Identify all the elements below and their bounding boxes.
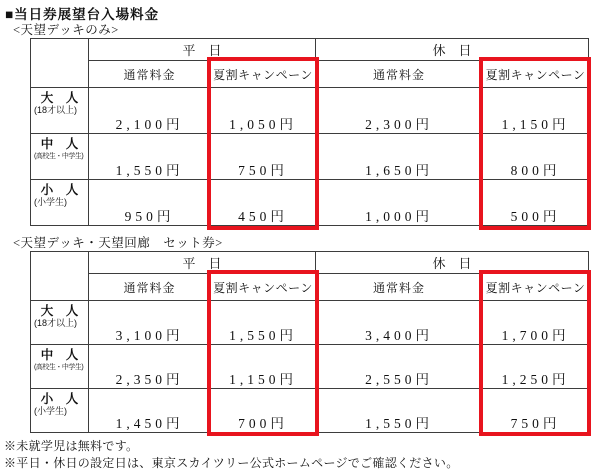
corner-cell	[31, 39, 89, 88]
price-cell: 3,100円	[89, 301, 211, 345]
price-cell: 950円	[89, 180, 211, 226]
price-cell: 1,450円	[89, 389, 211, 433]
row-label-text: 中 人	[40, 137, 79, 151]
table-row-adult	[31, 301, 589, 345]
price-cell: 2,350円	[89, 345, 211, 389]
row-label-adult	[31, 88, 89, 134]
row-label-text: 小 人	[40, 183, 79, 197]
table-row-adult	[31, 88, 589, 134]
row-label-subtext: (小学生)	[34, 406, 67, 416]
price-table	[30, 251, 589, 433]
row-label-text: 中 人	[40, 348, 79, 362]
price-table-set-ticket	[30, 251, 588, 433]
price-table-deck-only	[30, 38, 588, 226]
price-cell: 1,700円	[483, 301, 589, 345]
row-label-child	[31, 180, 89, 226]
price-cell: 1,550円	[89, 134, 211, 180]
header-holiday: 休 日	[316, 252, 589, 274]
row-label-child	[31, 389, 89, 433]
row-label-junior	[31, 345, 89, 389]
price-cell: 450円	[211, 180, 316, 226]
price-table	[30, 38, 589, 226]
price-cell: 1,000円	[316, 180, 483, 226]
header-weekday-campaign: 夏割キャンペーン	[211, 274, 316, 301]
page-title: ■当日券展望台入場料金	[5, 7, 160, 22]
header-holiday-normal: 通常料金	[316, 61, 483, 88]
row-label-subtext: (高校生・中学生)	[34, 364, 84, 371]
price-cell: 2,100円	[89, 88, 211, 134]
table-row-junior	[31, 345, 589, 389]
footnotes	[4, 438, 459, 471]
table-row-child	[31, 389, 589, 433]
row-label-subtext: (小学生)	[34, 197, 67, 207]
price-cell: 1,250円	[483, 345, 589, 389]
price-cell: 1,050円	[211, 88, 316, 134]
header-weekday-normal: 通常料金	[89, 61, 211, 88]
price-cell: 1,150円	[483, 88, 589, 134]
row-label-text: 大 人	[40, 91, 79, 105]
row-label-subtext: (18才以上)	[34, 318, 78, 328]
price-cell: 750円	[483, 389, 589, 433]
price-cell: 700円	[211, 389, 316, 433]
header-weekday-normal: 通常料金	[89, 274, 211, 301]
header-holiday-campaign: 夏割キャンペーン	[483, 61, 589, 88]
row-label-subtext: (18才以上)	[34, 105, 78, 115]
row-label-adult	[31, 301, 89, 345]
price-cell: 2,300円	[316, 88, 483, 134]
header-holiday-campaign: 夏割キャンペーン	[483, 274, 589, 301]
row-label-subtext: (高校生・中学生)	[34, 153, 84, 160]
table-caption-set-ticket: <天望デッキ・天望回廊 セット券>	[13, 236, 223, 250]
header-weekday: 平 日	[89, 252, 316, 274]
header-holiday: 休 日	[316, 39, 589, 61]
price-cell: 800円	[483, 134, 589, 180]
price-cell: 3,400円	[316, 301, 483, 345]
corner-cell	[31, 252, 89, 301]
price-cell: 1,650円	[316, 134, 483, 180]
row-label-text: 小 人	[40, 392, 79, 406]
price-cell: 1,150円	[211, 345, 316, 389]
row-label-text: 大 人	[40, 304, 79, 318]
table-caption-deck-only: <天望デッキのみ>	[13, 23, 119, 37]
price-cell: 750円	[211, 134, 316, 180]
header-weekday-campaign: 夏割キャンペーン	[211, 61, 316, 88]
price-cell: 2,550円	[316, 345, 483, 389]
price-cell: 1,550円	[211, 301, 316, 345]
price-cell: 1,550円	[316, 389, 483, 433]
price-cell: 500円	[483, 180, 589, 226]
footnote-free-preschool: ※未就学児は無料です。	[4, 439, 139, 453]
table-row-child	[31, 180, 589, 226]
header-weekday: 平 日	[89, 39, 316, 61]
row-label-junior	[31, 134, 89, 180]
table-row-junior	[31, 134, 589, 180]
header-holiday-normal: 通常料金	[316, 274, 483, 301]
footnote-schedule-info: ※平日・休日の設定日は、東京スカイツリー公式ホームページでご確認ください。	[4, 455, 459, 470]
